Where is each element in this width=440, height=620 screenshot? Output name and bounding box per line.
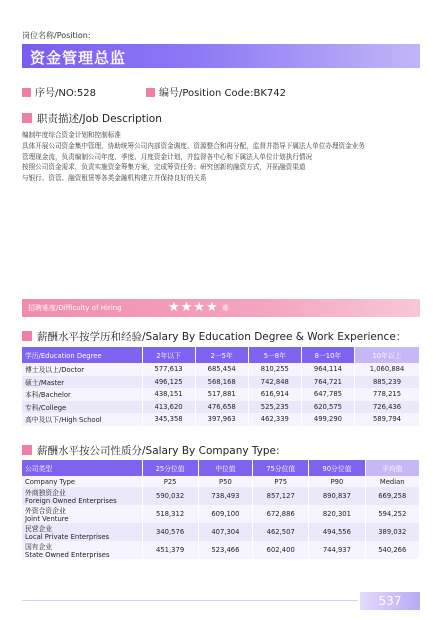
table-cell: P50 bbox=[198, 476, 252, 487]
table-cell: P75 bbox=[253, 476, 309, 487]
company-salary-table bbox=[22, 460, 420, 559]
table-cell: 857,127 bbox=[253, 487, 309, 505]
company-salary-heading-text: 薪酬水平按公司性质分/Salary By Company Type: bbox=[37, 445, 280, 457]
table-cell: 964,114 bbox=[301, 363, 354, 376]
table-cell: Company Type bbox=[22, 476, 142, 487]
table-cell: 413,620 bbox=[142, 401, 195, 414]
table-cell: 517,881 bbox=[195, 388, 248, 401]
table-subheader-row bbox=[22, 476, 420, 487]
table-cell: 硕士/Master bbox=[22, 376, 142, 389]
column-header: 8一10年 bbox=[301, 347, 354, 363]
column-header: 平均值 bbox=[365, 460, 420, 476]
section-bullet-icon bbox=[22, 445, 32, 455]
table-cell: 672,886 bbox=[253, 505, 309, 523]
company-type-cell bbox=[22, 505, 142, 523]
table-cell: 本科/Bachelor bbox=[22, 388, 142, 401]
table-cell: 764,721 bbox=[301, 376, 354, 389]
square-bullet-icon bbox=[22, 88, 31, 97]
column-header: 10年以上 bbox=[355, 347, 420, 363]
table-cell: 462,507 bbox=[253, 523, 309, 541]
company-type-cn: 外商独资企业 bbox=[25, 489, 66, 497]
column-header: 学历/Education Degree bbox=[22, 347, 142, 363]
table-cell: 778,215 bbox=[355, 388, 420, 401]
column-header: 中位值 bbox=[198, 460, 252, 476]
table-cell: 高中及以下/High School bbox=[22, 413, 142, 426]
table-row bbox=[22, 388, 420, 401]
description-line: 按照公司资金需求，负责实施资金筹集方案，完成筹资任务；研究创新的融资方式，开拓融资渠道 bbox=[22, 163, 306, 172]
table-row bbox=[22, 487, 420, 505]
column-header: 75分位值 bbox=[253, 460, 309, 476]
table-row bbox=[22, 541, 420, 559]
number-text: 序号/NO:528 bbox=[35, 88, 97, 99]
difficulty-bar bbox=[22, 299, 420, 317]
table-cell: 499,290 bbox=[301, 413, 354, 426]
column-header: 90分位值 bbox=[309, 460, 365, 476]
description-line: 具体开展公司资金集中管理，协助统筹公司内部资金调度、资源整合和再分配，监督并指导下属法人单位办理资金业务 bbox=[22, 141, 365, 150]
table-row bbox=[22, 376, 420, 389]
section-bullet-icon bbox=[22, 113, 32, 123]
table-row bbox=[22, 505, 420, 523]
column-header: 2年以下 bbox=[142, 347, 195, 363]
education-salary-table bbox=[22, 347, 420, 426]
company-type-cn: 国有企业 bbox=[25, 543, 53, 551]
column-header: 2一5年 bbox=[195, 347, 248, 363]
company-salary-heading bbox=[22, 443, 280, 458]
column-header: 25分位值 bbox=[142, 460, 198, 476]
table-header-row bbox=[22, 347, 420, 363]
table-cell: 518,312 bbox=[142, 505, 198, 523]
table-cell: 博士及以上/Doctor bbox=[22, 363, 142, 376]
table-cell: 494,556 bbox=[309, 523, 365, 541]
job-description-body bbox=[22, 130, 422, 184]
table-row bbox=[22, 413, 420, 426]
table-cell: P25 bbox=[142, 476, 198, 487]
table-cell: 525,235 bbox=[248, 401, 301, 414]
table-cell: 685,454 bbox=[195, 363, 248, 376]
table-cell: 589,794 bbox=[355, 413, 420, 426]
company-type-cell bbox=[22, 541, 142, 559]
table-cell: 742,848 bbox=[248, 376, 301, 389]
table-header-row bbox=[22, 460, 420, 476]
table-cell: 340,576 bbox=[142, 523, 198, 541]
table-cell: 专科/College bbox=[22, 401, 142, 414]
table-cell: 738,493 bbox=[198, 487, 252, 505]
table-cell: 389,032 bbox=[365, 523, 420, 541]
number-field bbox=[22, 84, 96, 99]
square-bullet-icon bbox=[146, 88, 155, 97]
education-salary-heading-text: 薪酬水平按学历和经验/Salary By Education Degree & Work Experience： bbox=[37, 331, 407, 343]
column-header: 公司类型 bbox=[22, 460, 142, 476]
table-cell: 594,252 bbox=[365, 505, 420, 523]
company-type-en: Joint Venture bbox=[25, 515, 69, 523]
table-cell: 540,266 bbox=[365, 541, 420, 559]
table-cell: 462,339 bbox=[248, 413, 301, 426]
company-type-cn: 民营企业 bbox=[25, 525, 53, 533]
section-bullet-icon bbox=[22, 331, 32, 341]
table-cell: 669,258 bbox=[365, 487, 420, 505]
company-type-cell bbox=[22, 487, 142, 505]
table-cell: 726,436 bbox=[355, 401, 420, 414]
table-cell: 345,358 bbox=[142, 413, 195, 426]
table-cell: 577,613 bbox=[142, 363, 195, 376]
table-cell: 616,914 bbox=[248, 388, 301, 401]
company-type-en: Foreign Owned Enterprises bbox=[25, 497, 117, 505]
job-description-heading-text: 职责描述/Job Description bbox=[37, 113, 162, 125]
table-row bbox=[22, 363, 420, 376]
table-row bbox=[22, 523, 420, 541]
job-description-heading bbox=[22, 111, 162, 126]
table-cell: 397,963 bbox=[195, 413, 248, 426]
company-type-en: Local Private Enterprises bbox=[25, 533, 110, 541]
table-cell: 820,301 bbox=[309, 505, 365, 523]
table-cell: 407,304 bbox=[198, 523, 252, 541]
table-cell: P90 bbox=[309, 476, 365, 487]
description-line: 编制年度综合资金计划和控制标准 bbox=[22, 131, 121, 139]
company-type-cn: 外资合资企业 bbox=[25, 507, 66, 515]
description-line: 与银行、资管、融资租赁等各类金融机构建立并保持良好的关系 bbox=[22, 174, 207, 183]
difficulty-label: 招聘难度/Difficulty of Hiring bbox=[28, 304, 122, 312]
table-cell: 568,168 bbox=[195, 376, 248, 389]
page-number: 537 bbox=[360, 592, 420, 610]
table-row bbox=[22, 401, 420, 414]
company-type-en: State Owned Enterprises bbox=[25, 551, 110, 559]
table-cell: 609,100 bbox=[198, 505, 252, 523]
code-text: 编号/Position Code:BK742 bbox=[159, 88, 286, 99]
table-cell: 590,032 bbox=[142, 487, 198, 505]
company-type-cell bbox=[22, 523, 142, 541]
table-cell: 1,060,884 bbox=[355, 363, 420, 376]
table-cell: 523,466 bbox=[198, 541, 252, 559]
position-label: 岗位名称/Position: bbox=[22, 31, 91, 40]
education-salary-heading bbox=[22, 329, 406, 344]
footer-divider bbox=[22, 600, 358, 601]
table-cell: 885,239 bbox=[355, 376, 420, 389]
table-cell: 620,575 bbox=[301, 401, 354, 414]
table-cell: 476,658 bbox=[195, 401, 248, 414]
code-field bbox=[146, 84, 286, 99]
description-line: 管理现金流，负责编制公司年度、季度、月度资金计划，并监督各中心和下属法人单位计划执行情况 bbox=[22, 152, 313, 161]
table-cell: 602,400 bbox=[253, 541, 309, 559]
page-title: 资金管理总监 bbox=[30, 49, 127, 67]
table-cell: 438,151 bbox=[142, 388, 195, 401]
top-strip bbox=[0, 0, 440, 22]
table-cell: 451,379 bbox=[142, 541, 198, 559]
table-cell: 496,125 bbox=[142, 376, 195, 389]
table-cell: Median bbox=[365, 476, 420, 487]
table-cell: 744,937 bbox=[309, 541, 365, 559]
table-cell: 810,255 bbox=[248, 363, 301, 376]
difficulty-level: 难 bbox=[222, 304, 229, 312]
column-header: 5一8年 bbox=[248, 347, 301, 363]
title-banner bbox=[22, 44, 420, 68]
table-cell: 647,785 bbox=[301, 388, 354, 401]
table-cell: 890,837 bbox=[309, 487, 365, 505]
star-rating-icon: ★★★★ bbox=[168, 300, 219, 315]
